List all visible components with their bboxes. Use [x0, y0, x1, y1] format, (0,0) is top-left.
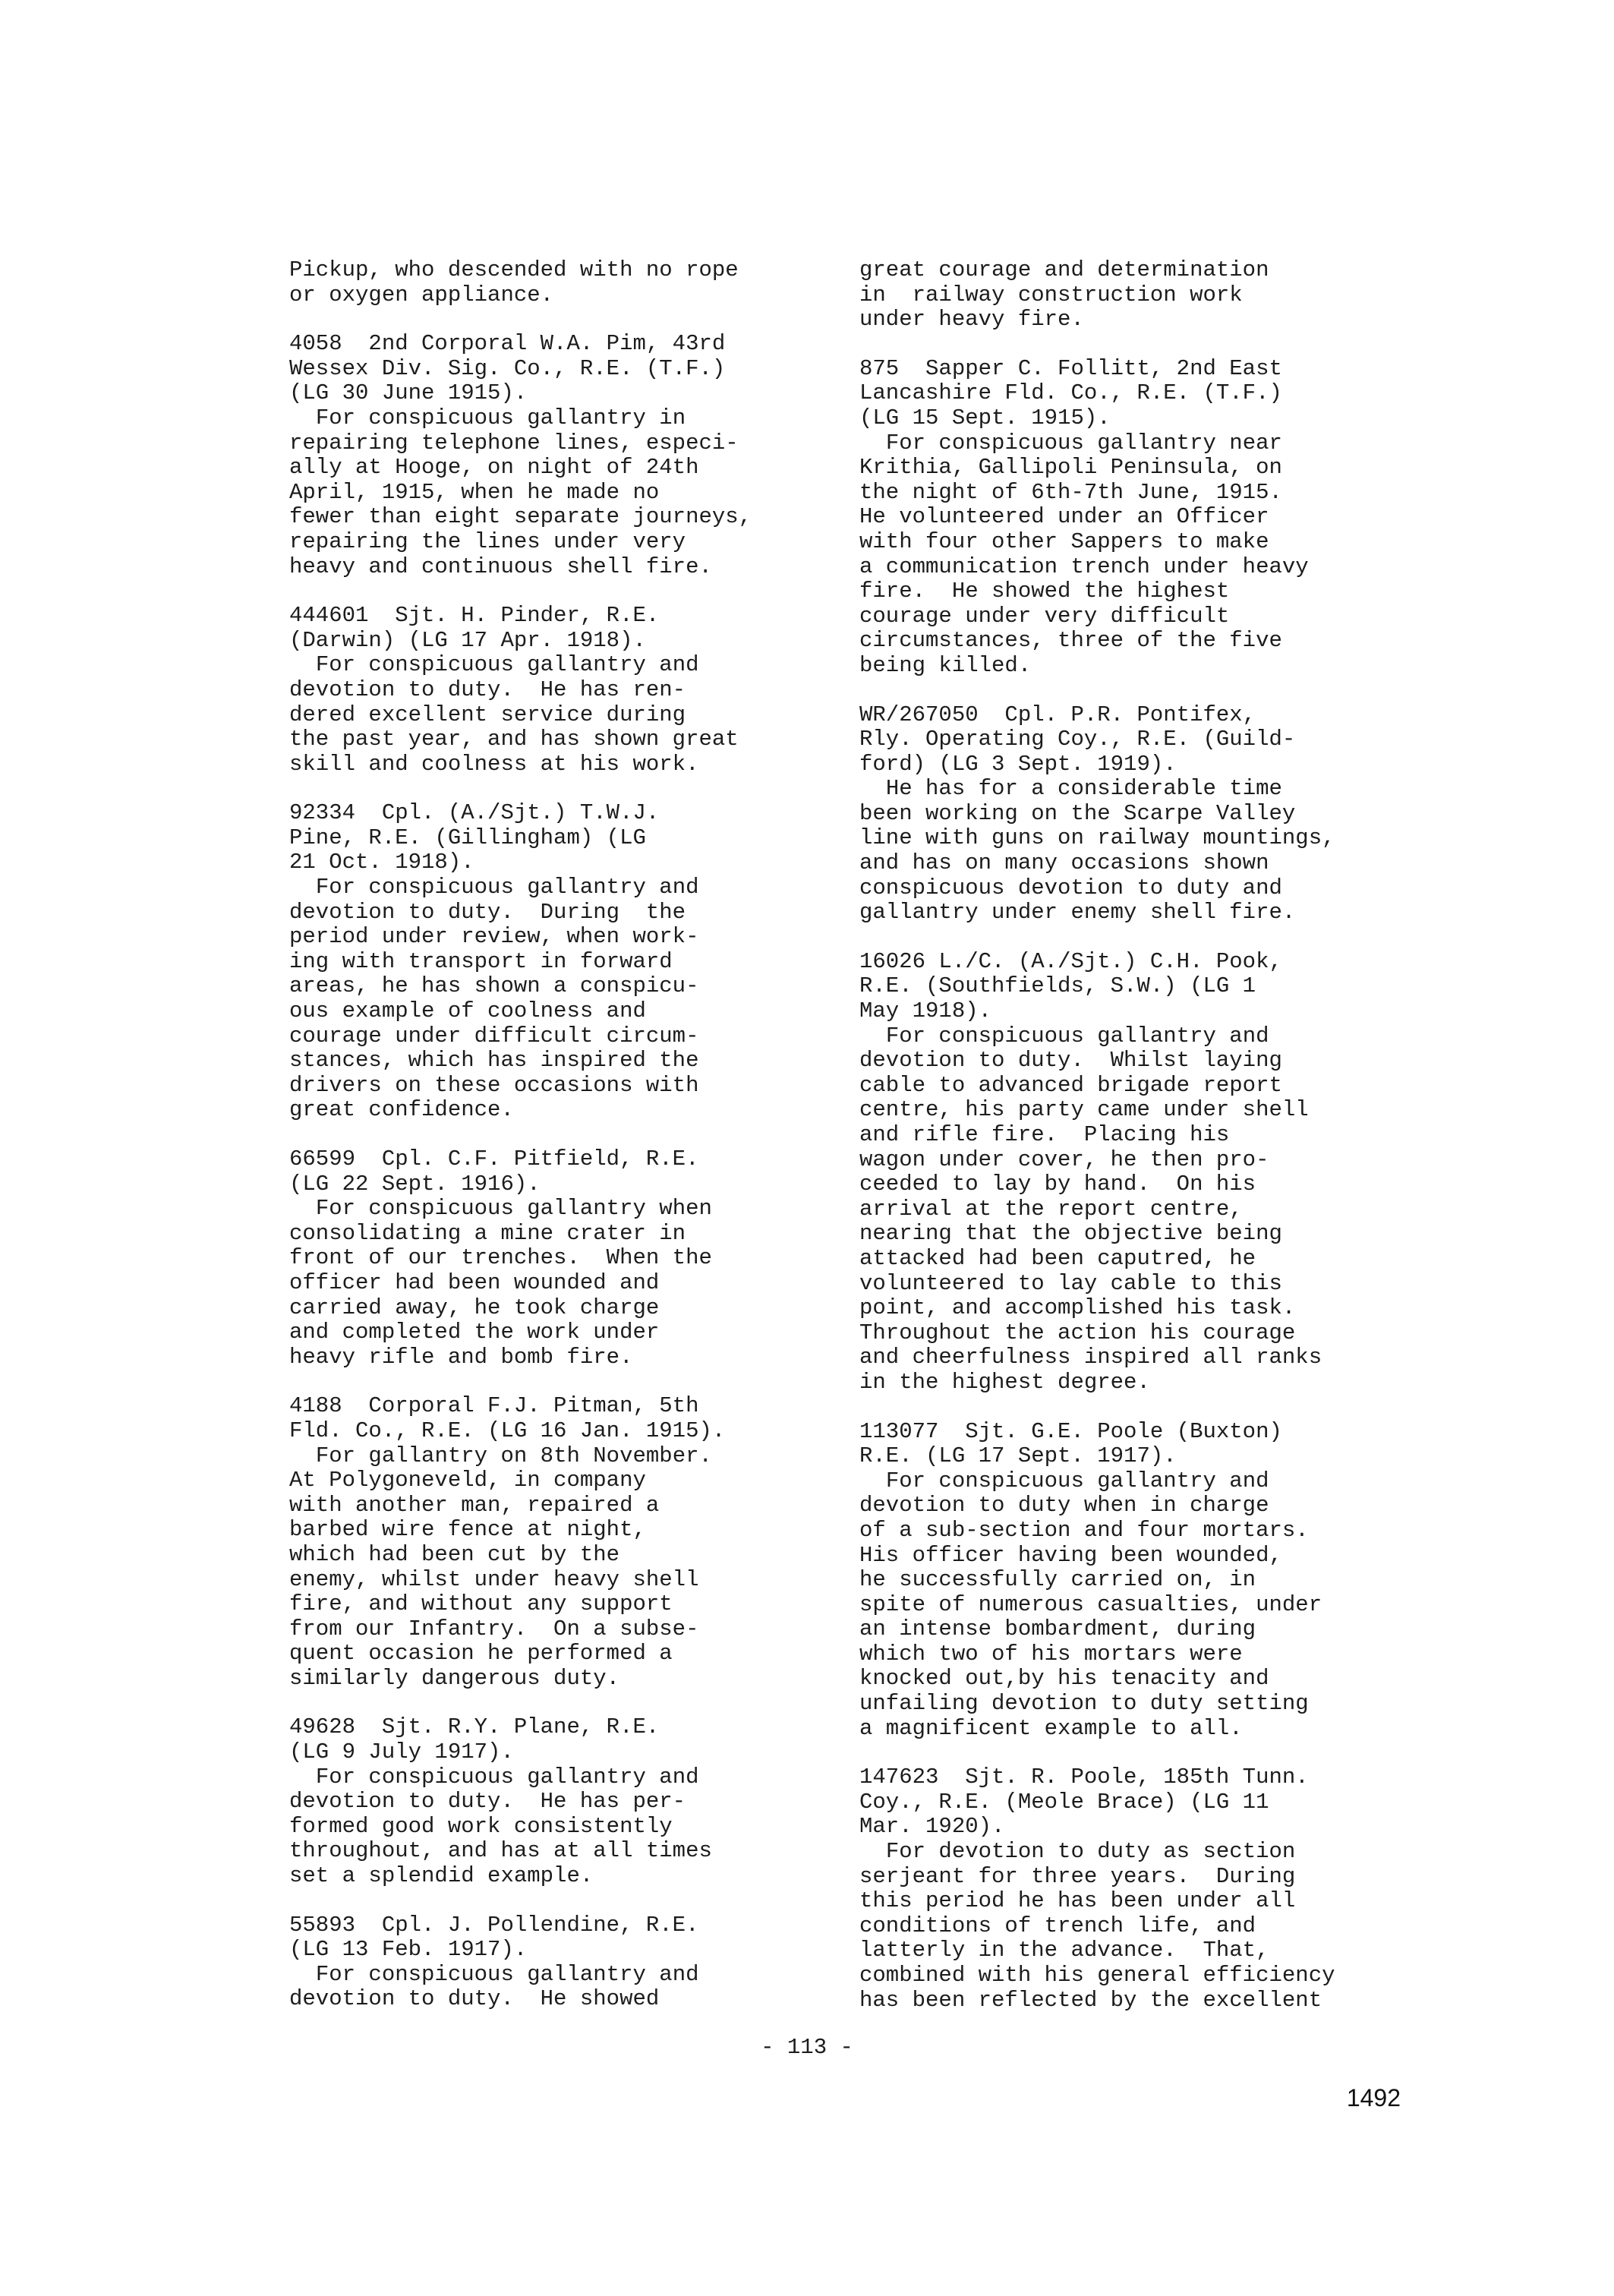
entry-heading: 4058 2nd Corporal W.A. Pim, 43rd Wessex Div. Sig. Co., R.E. (T.F.) (LG 30 June 1915). [289, 331, 726, 406]
entry-heading: 92334 Cpl. (A./Sjt.) T.W.J. Pine, R.E. (Gillingham) (LG 21 Oct. 1918). [289, 800, 660, 875]
entry-body: For conspicuous gallantry and devotion to duty when in charge of a sub-section and four mortars. His officer having been wounded, he successfully carried on, in spite of numerous casualties, under an intense bombardment, during which two of his mortars were knocked out,by his tenacity and unfailing devotion to duty setting a magnificent example to all. [859, 1468, 1322, 1741]
entry-body: For conspicuous gallantry and devotion to duty. He has per- formed good work consistently throughout, and has at all times set a splendid example. [289, 1764, 712, 1889]
citation-entry [859, 1420, 1452, 1742]
left-column [289, 258, 866, 2036]
entry-body: For conspicuous gallantry near Krithia, Gallipoli Peninsula, on the night of 6th-7th June, 1915. He volunteered under an Officer with four other Sappers to make a communication trench under heavy fire. He showed the highest courage under very difficult circumstances, three of the five being killed. [859, 430, 1309, 678]
entry-heading: 66599 Cpl. C.F. Pitfield, R.E. (LG 22 Sept. 1916). [289, 1146, 699, 1197]
entry-body: For gallantry on 8th November. At Polygoneveld, in company with another man, repaired a barbed wire fence at night, which had been cut by the enemy, whilst under heavy shell fire, and without any support from our Infantry. On a subse- quent occasion he performed a similarly dangerous duty. [289, 1443, 712, 1691]
entry-heading: 875 Sapper C. Follitt, 2nd East Lancashire Fld. Co., R.E. (T.F.) (LG 15 Sept. 1915). [859, 355, 1282, 430]
citation-entry [289, 1913, 866, 2012]
entry-heading: 16026 L./C. (A./Sjt.) C.H. Pook, R.E. (Southfields, S.W.) (LG 1 May 1918). [859, 948, 1282, 1024]
citation-entry [859, 950, 1452, 1396]
entry-body: For conspicuous gallantry and devotion to duty. During the period under review, when work- ing with transport in forward areas, he has shown a conspicu- ous example of coolness and courage under difficult circum- stances, which has inspired the drivers on these occasions with great confidence. [289, 875, 699, 1123]
entry-heading: 55893 Cpl. J. Pollendine, R.E. (LG 13 Feb. 1917). [289, 1912, 699, 1963]
entry-heading: 147623 Sjt. R. Poole, 185th Tunn. Coy., R.E. (Meole Brace) (LG 11 Mar. 1920). [859, 1765, 1309, 1840]
citation-entry [859, 357, 1452, 679]
entry-body: He has for a considerable time been working on the Scarpe Valley line with guns on railway mountings, and has on many occasions shown conspicuous devotion to duty and gallantry under enemy shell fire. [859, 776, 1335, 926]
entry-body: For conspicuous gallantry and devotion to duty. He has ren- dered excellent service during the past year, and has shown great skill and coolness at his work. [289, 652, 739, 777]
right-column [859, 258, 1452, 2037]
continuation-text: Pickup, who descended with no rope or oxygen appliance. [289, 257, 739, 308]
archive-stamp-number: 1492 [1346, 2084, 1401, 2112]
entry-body: For conspicuous gallantry and devotion to duty. He showed [289, 1961, 699, 2012]
citation-entry [289, 604, 866, 777]
continuation-text: great courage and determination in railway construction work under heavy fire. [859, 257, 1269, 333]
entry-heading: 113077 Sjt. G.E. Poole (Buxton) R.E. (LG 17 Sept. 1917). [859, 1418, 1282, 1469]
citation-entry [859, 1765, 1452, 2013]
entry-heading: WR/267050 Cpl. P.R. Pontifex, Rly. Operating Coy., R.E. (Guild- ford) (LG 3 Sept. 1919). [859, 702, 1296, 777]
citation-entry [289, 1147, 866, 1370]
page-number: - 113 - [761, 2035, 853, 2060]
entry-body: For devotion to duty as section serjeant for three years. During this period he has been under all conditions of trench life, and latterly in the advance. That, combined with his general efficiency has been reflected by the excellent [859, 1839, 1335, 2013]
entry-heading: 49628 Sjt. R.Y. Plane, R.E. (LG 9 July 1917). [289, 1714, 660, 1765]
entry-body: For conspicuous gallantry and devotion to duty. Whilst laying cable to advanced brigade report centre, his party came under shell and rifle fire. Placing his wagon under cover, he then pro- ceeded to lay by hand. On his arrival at the report centre, nearing that the objective being attacked had been caputred, he volunteered to lay cable to this point, and accomplished his task. Throughout the action his courage and cheerfulness inspired all ranks in the highest degree. [859, 1023, 1322, 1395]
entry-heading: 444601 Sjt. H. Pinder, R.E. (Darwin) (LG 17 Apr. 1918). [289, 603, 660, 653]
entry-heading: 4188 Corporal F.J. Pitman, 5th Fld. Co., R.E. (LG 16 Jan. 1915). [289, 1393, 726, 1443]
entry-body: For conspicuous gallantry in repairing telephone lines, especi- ally at Hooge, on night of 24th April, 1915, when he made no fewer than eight separate journeys, repairing the lines under very heavy and continuous shell fire. [289, 405, 752, 579]
citation-entry [859, 703, 1452, 926]
citation-entry [289, 1715, 866, 1888]
citation-entry [289, 801, 866, 1123]
entry-body: For conspicuous gallantry when consolidating a mine crater in front of our trenches. When the officer had been wounded and carried away, he took charge and completed the work under heavy rifle and bomb fire. [289, 1196, 712, 1370]
citation-entry [289, 1394, 866, 1691]
citation-entry [289, 332, 866, 579]
